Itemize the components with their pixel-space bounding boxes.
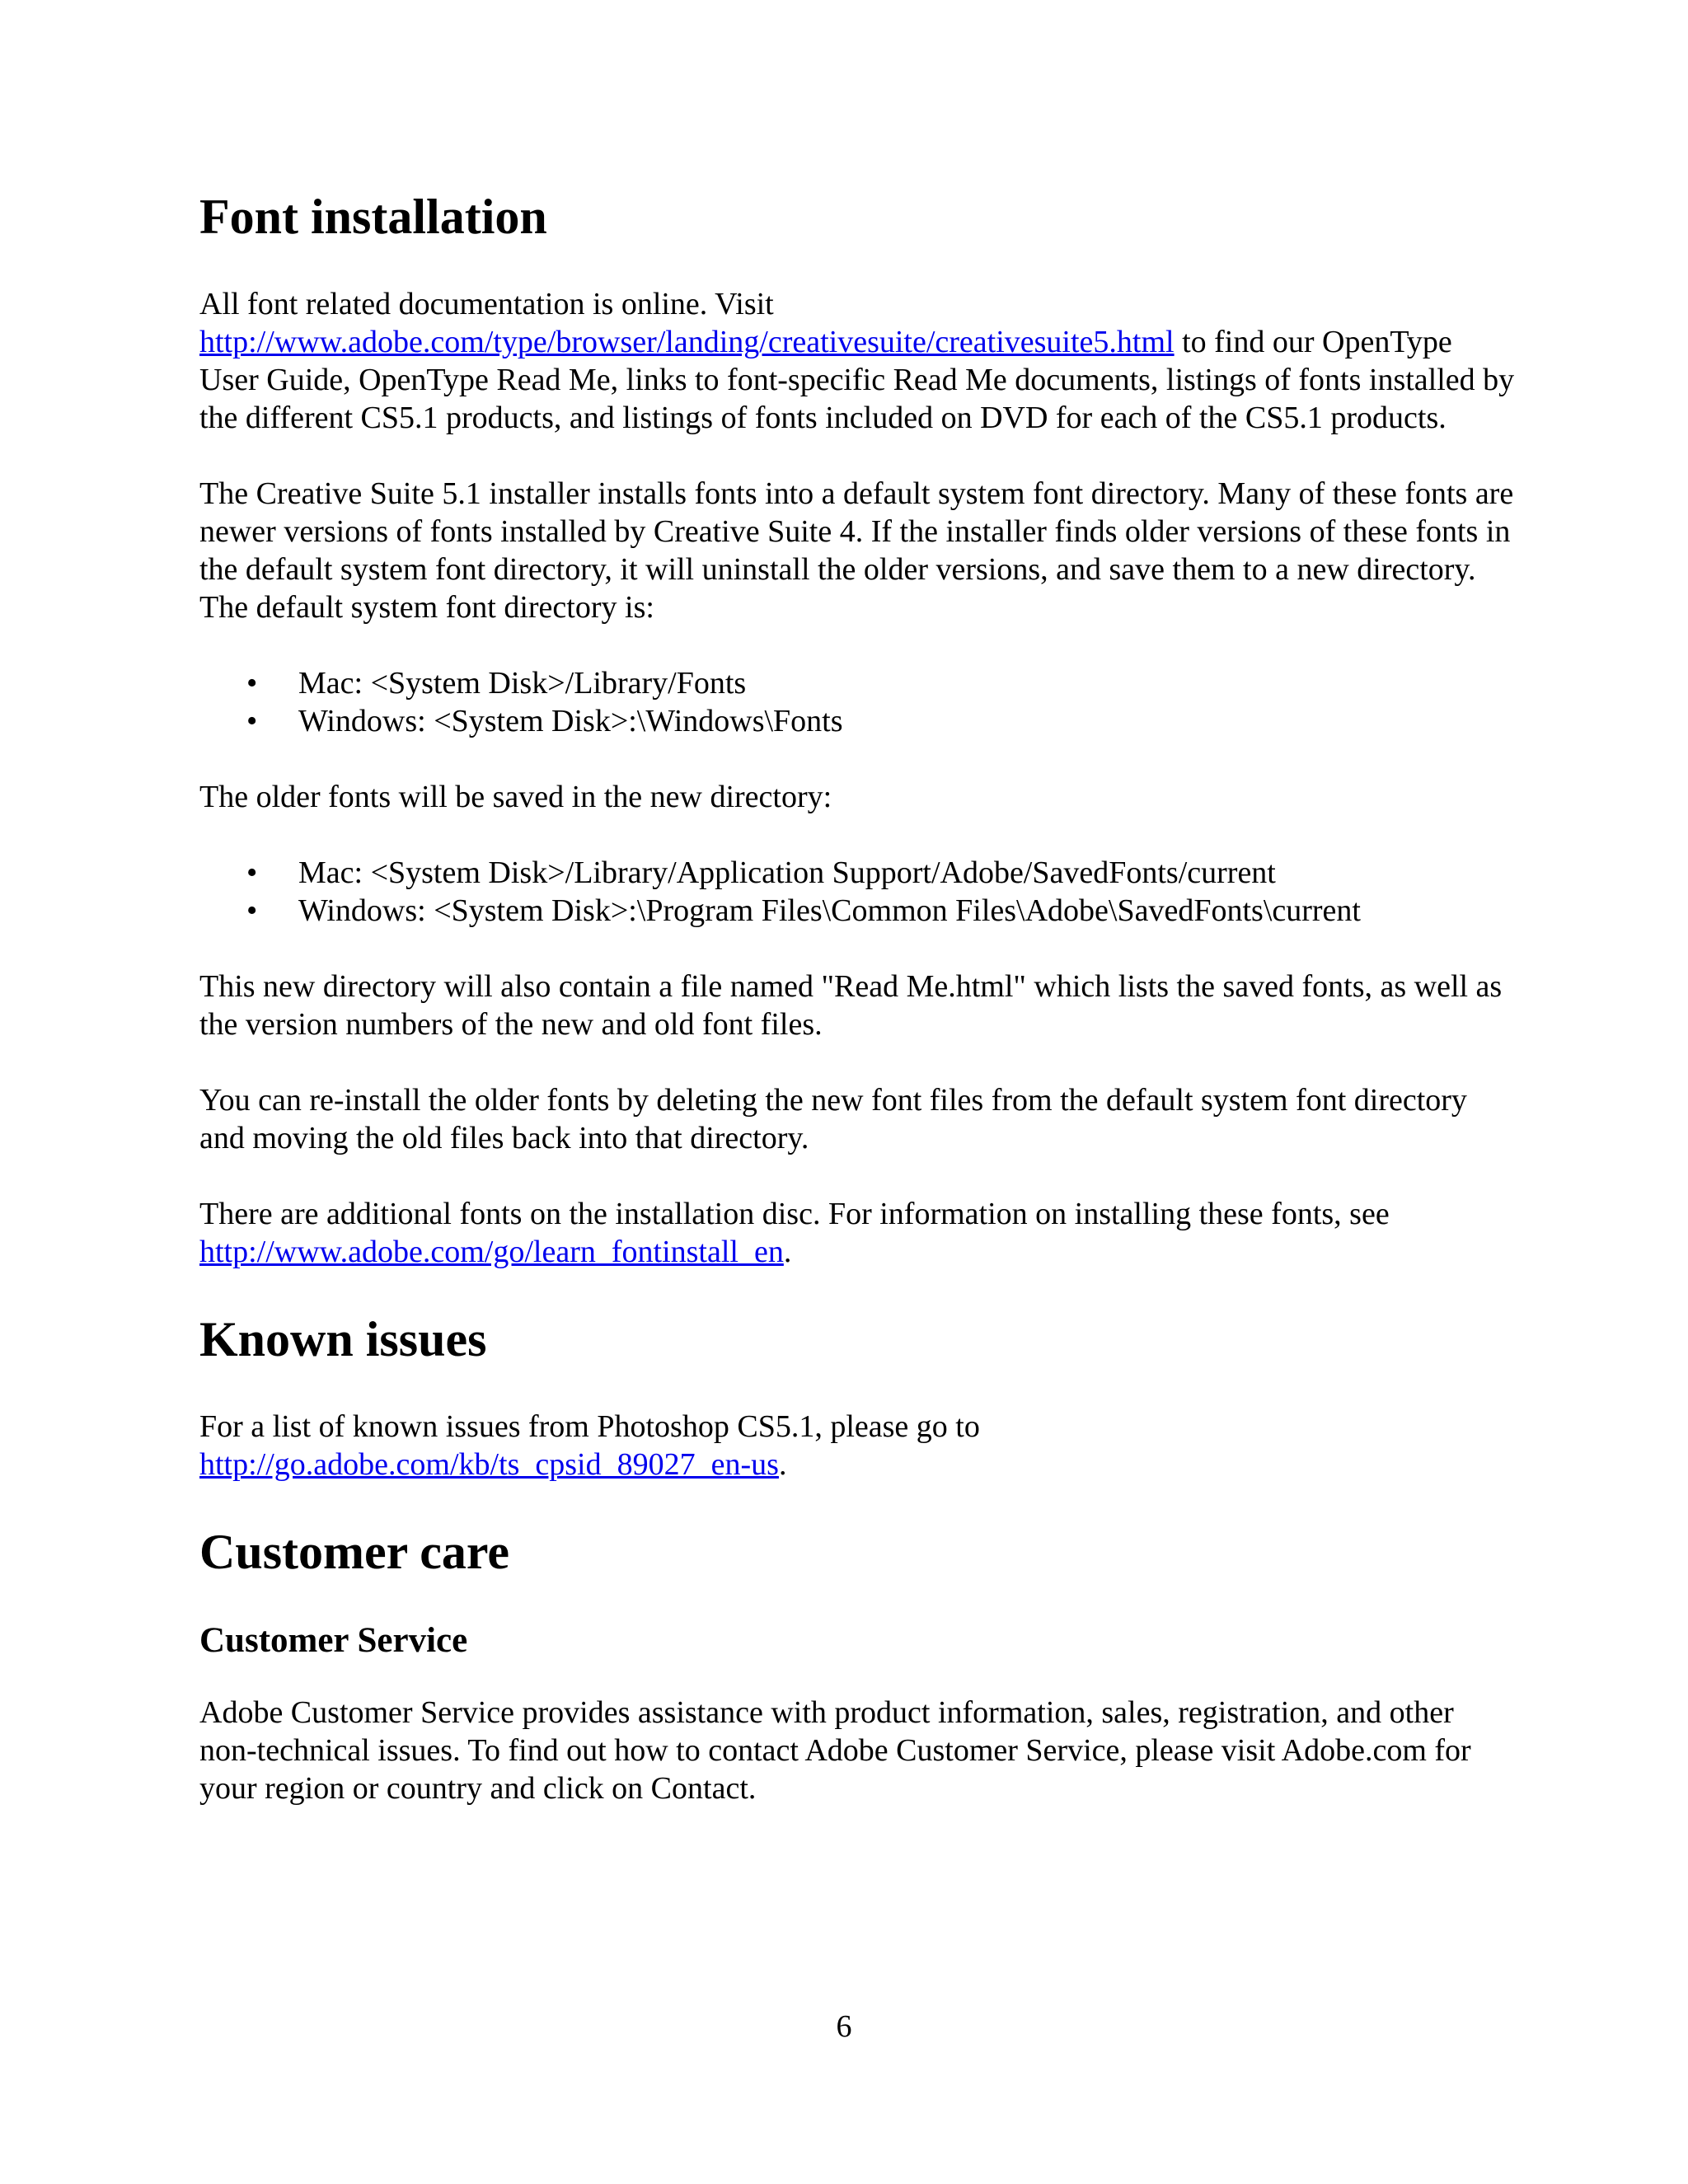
paragraph-font-docs bbox=[199, 285, 1518, 437]
paragraph-additional-fonts bbox=[199, 1195, 1518, 1271]
heading-customer-care: Customer care bbox=[199, 1525, 509, 1579]
paragraph-font-docs-prefix: All font related documentation is online. Visit bbox=[199, 287, 774, 321]
list-item-text: Windows: <System Disk>:\Windows\Fonts bbox=[298, 704, 843, 738]
bullet-icon: • bbox=[246, 855, 258, 890]
paragraph-additional-fonts-suffix: . bbox=[783, 1235, 792, 1269]
paragraph-read-me-file: This new directory will also contain a file named "Read Me.html" which lists the saved fonts, as well as the version numbers of the new and old font files. bbox=[199, 969, 1503, 1042]
paragraph-reinstall-fonts: You can re-install the older fonts by deleting the new font files from the default system font directory and moving the old files back into that directory. bbox=[199, 1083, 1467, 1155]
bullet-icon: • bbox=[246, 704, 258, 738]
list-item-default-dir-windows bbox=[199, 702, 1518, 740]
bullet-icon: • bbox=[246, 666, 258, 701]
paragraph-known-issues-suffix: . bbox=[778, 1447, 787, 1482]
list-item-default-dir-mac bbox=[199, 664, 1518, 702]
list-item-saved-dir-windows bbox=[199, 892, 1518, 930]
page-number: 6 bbox=[836, 2009, 852, 2044]
paragraph-known-issues bbox=[199, 1408, 1518, 1483]
list-saved-font-dirs bbox=[199, 854, 1518, 930]
subheading-customer-service: Customer Service bbox=[199, 1621, 468, 1660]
list-item-text: Mac: <System Disk>/Library/Fonts bbox=[298, 666, 747, 701]
paragraph-customer-service: Adobe Customer Service provides assistance with product information, sales, registration, and other non-technical issues. To find out how to contact Adobe Customer Service, please visit Adobe.com for your region or country and click on Contact. bbox=[199, 1695, 1471, 1807]
list-item-text: Windows: <System Disk>:\Program Files\Common Files\Adobe\SavedFonts\current bbox=[298, 893, 1361, 928]
bullet-icon: • bbox=[246, 893, 258, 928]
paragraph-known-issues-prefix: For a list of known issues from Photoshop CS5.1, please go to bbox=[199, 1409, 980, 1444]
heading-known-issues: Known issues bbox=[199, 1312, 487, 1366]
link-known-issues-kb[interactable]: http://go.adobe.com/kb/ts_cpsid_89027_en-us bbox=[199, 1447, 779, 1482]
heading-font-installation: Font installation bbox=[199, 190, 547, 244]
paragraph-older-fonts: The older fonts will be saved in the new directory: bbox=[199, 780, 832, 814]
link-learn-fontinstall[interactable]: http://www.adobe.com/go/learn_fontinstall_en bbox=[199, 1235, 784, 1269]
list-item-saved-dir-mac bbox=[199, 854, 1518, 892]
document-page bbox=[199, 190, 1518, 1807]
paragraph-font-docs-suffix: to find our OpenType User Guide, OpenType Read Me, links to font-specific Read Me documents, listings of fonts installed by the different CS5.1 products, and listings of fonts included on DVD for each of the CS5.1 products. bbox=[199, 325, 1515, 435]
list-default-font-dirs bbox=[199, 664, 1518, 740]
paragraph-installer-behavior: The Creative Suite 5.1 installer installs fonts into a default system font directory. Many of these fonts are newer versions of fonts installed by Creative Suite 4. If the installer finds older versions of these fonts in the default system font directory, it will uninstall the older versions, and save them to a new directory. The default system font directory is: bbox=[199, 476, 1514, 625]
list-item-text: Mac: <System Disk>/Library/Application Support/Adobe/SavedFonts/current bbox=[298, 855, 1276, 890]
link-creativesuite5-fonts[interactable]: http://www.adobe.com/type/browser/landing/creativesuite/creativesuite5.html bbox=[199, 325, 1175, 359]
paragraph-additional-fonts-prefix: There are additional fonts on the installation disc. For information on installing these fonts, see bbox=[199, 1197, 1390, 1231]
